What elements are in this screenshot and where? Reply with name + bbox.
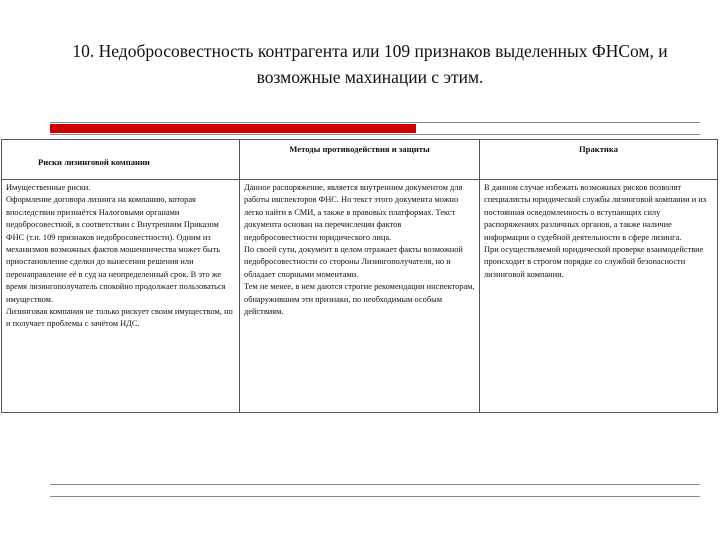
cell-methods: Данное распоряжение, является внутренним документом для работы инспекторов ФНС. Но текст этого документа можно легко найти в СМИ, а также в правовых платформах. Текст документа основан на перечислении фактов недобросовестности юридического лица. По своей сути, документ в целом отражает факты возможной недобросовестности со стороны Лизингополучателя, но и обладает спорными моментами. Тем не менее, в нем даются строгие рекомендации инспекторам, обнаружившим эти признаки, по необходимым особым действиям. xyxy=(240,180,480,413)
table-row xyxy=(2,180,718,413)
divider-bottom-upper xyxy=(50,484,700,485)
cell-risks: Имущественные риски. Оформление договора лизинга на компанию, которая впоследствии признаётся Налоговыми органами недобросовестной, в соответствии с Внутренним Приказом ФНС (т.н. 109 признаков недобросовестности). Одним из механизмов возможных фактов мошенничества может быть приостановление сделки до вынесения решения или перенаправление её в суд на неопределенный срок. В это же время лизингополучатель спокойно продолжает пользоваться имуществом. Лизинговая компания не только рискует своим имуществом, но и получает проблемы с зачётом НДС. xyxy=(2,180,240,413)
divider-bottom-lower xyxy=(50,496,700,497)
risk-table xyxy=(1,139,718,413)
header-methods: Методы противодействия и защиты xyxy=(240,140,480,180)
divider-top-lower xyxy=(50,134,700,135)
cell-practice: В данном случае избежать возможных рисков позволят специалисты юридической службы лизинговой компании и их постоянная осведомленность о вступающих силу распоряжениях различных органов, а также наличие информации о судебной деятельности в сфере лизинга. При осуществляемой юридической проверке взаимодействие происходит в строгом порядке со службой безопасности лизинговой компании. xyxy=(480,180,718,413)
accent-bar xyxy=(50,124,416,133)
header-risks: Риски лизинговой компании xyxy=(2,140,240,180)
table-header-row xyxy=(2,140,718,180)
header-practice: Практика xyxy=(480,140,718,180)
divider-top-upper xyxy=(50,122,700,123)
page-title: 10. Недобросовестность контрагента или 109 признаков выделенных ФНСом, и возможные махинации с этим. xyxy=(72,41,668,87)
